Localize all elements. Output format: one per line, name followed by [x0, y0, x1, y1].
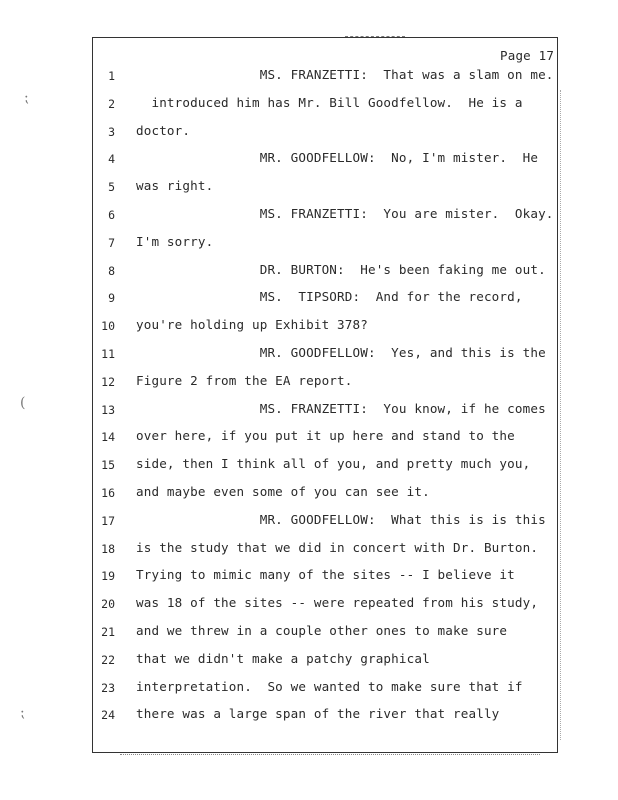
transcript-line [92, 178, 558, 198]
transcript-line [92, 95, 558, 115]
line-number: 22 [101, 652, 115, 667]
line-number: 19 [101, 569, 115, 584]
transcript-line [92, 345, 558, 365]
transcript-line [92, 456, 558, 476]
scan-artifact-bottom [120, 752, 540, 755]
margin-punch-mark: ⁏ [24, 90, 29, 106]
line-text: is the study that we did in concert with Dr. Burton. [136, 539, 539, 555]
transcript-line [92, 679, 558, 699]
transcript-line [92, 428, 558, 448]
line-number: 5 [108, 180, 115, 195]
line-number: 7 [108, 235, 115, 250]
line-number: 8 [108, 263, 115, 278]
line-text: you're holding up Exhibit 378? [136, 317, 368, 333]
transcript-line [92, 706, 558, 726]
transcript-page-border [92, 37, 558, 753]
scan-artifact-right [560, 90, 562, 740]
page-number: Page 17 [500, 48, 555, 63]
transcript-line [92, 623, 558, 643]
line-number: 2 [108, 96, 115, 111]
line-text: DR. BURTON: He's been faking me out. [136, 261, 546, 277]
line-number: 3 [108, 124, 115, 139]
line-number: 13 [101, 402, 115, 417]
line-text: doctor. [136, 122, 191, 138]
line-number: 17 [101, 513, 115, 528]
transcript-line [92, 540, 558, 560]
margin-punch-mark: ⁏ [20, 705, 25, 721]
line-number: 14 [101, 430, 115, 445]
line-number: 16 [101, 486, 115, 500]
line-number: 9 [108, 291, 115, 306]
line-number: 23 [101, 680, 115, 695]
transcript-line [92, 373, 558, 393]
transcript-line [92, 567, 558, 587]
line-number: 20 [101, 597, 115, 612]
line-number: 1 [108, 69, 115, 83]
transcript-line [92, 150, 558, 170]
line-text: and we threw in a couple other ones to make sure [136, 623, 508, 638]
line-text: MR. GOODFELLOW: No, I'm mister. He [136, 150, 539, 166]
transcript-line [92, 67, 558, 87]
line-text: Trying to mimic many of the sites -- I believe it [136, 567, 515, 583]
scan-artifact-top [345, 36, 405, 40]
transcript-line [92, 262, 558, 282]
transcript-line [92, 651, 558, 671]
line-text: Figure 2 from the EA report. [136, 372, 353, 388]
line-number: 24 [101, 708, 115, 723]
line-number: 6 [108, 208, 115, 222]
line-text: MS. TIPSORD: And for the record, [136, 289, 523, 305]
transcript-line [92, 234, 558, 254]
line-text: there was a large span of the river that really [136, 706, 500, 722]
transcript-line [92, 595, 558, 615]
line-number: 18 [101, 541, 115, 556]
line-number: 4 [108, 152, 115, 167]
transcript-line [92, 512, 558, 532]
line-text: over here, if you put it up here and stand to the [136, 428, 515, 444]
transcript-line [92, 317, 558, 337]
line-text: that we didn't make a patchy graphical [136, 650, 430, 666]
line-text: interpretation. So we wanted to make sure that if [136, 678, 523, 694]
line-text: MS. FRANZETTI: You are mister. Okay. [136, 206, 554, 221]
line-number: 11 [101, 347, 115, 361]
margin-punch-mark: ( [20, 395, 26, 411]
line-text: side, then I think all of you, and pretty much you, [136, 456, 531, 472]
line-text: and maybe even some of you can see it. [136, 484, 430, 499]
line-number: 12 [101, 374, 115, 389]
transcript-line [92, 206, 558, 226]
transcript-line [92, 484, 558, 504]
line-text: was 18 of the sites -- were repeated from his study, [136, 595, 539, 611]
line-number: 10 [101, 319, 115, 334]
line-number: 15 [101, 458, 115, 473]
line-number: 21 [101, 625, 115, 639]
line-text: MS. FRANZETTI: That was a slam on me. [136, 67, 554, 82]
line-text: MR. GOODFELLOW: What this is is this [136, 511, 546, 527]
transcript-line [92, 401, 558, 421]
line-text: introduced him has Mr. Bill Goodfellow. He is a [136, 94, 523, 110]
transcript-line [92, 123, 558, 143]
line-text: I'm sorry. [136, 233, 214, 249]
line-text: was right. [136, 178, 214, 194]
transcript-line [92, 289, 558, 309]
line-text: MS. FRANZETTI: You know, if he comes [136, 400, 546, 416]
line-text: MR. GOODFELLOW: Yes, and this is the [136, 345, 546, 360]
